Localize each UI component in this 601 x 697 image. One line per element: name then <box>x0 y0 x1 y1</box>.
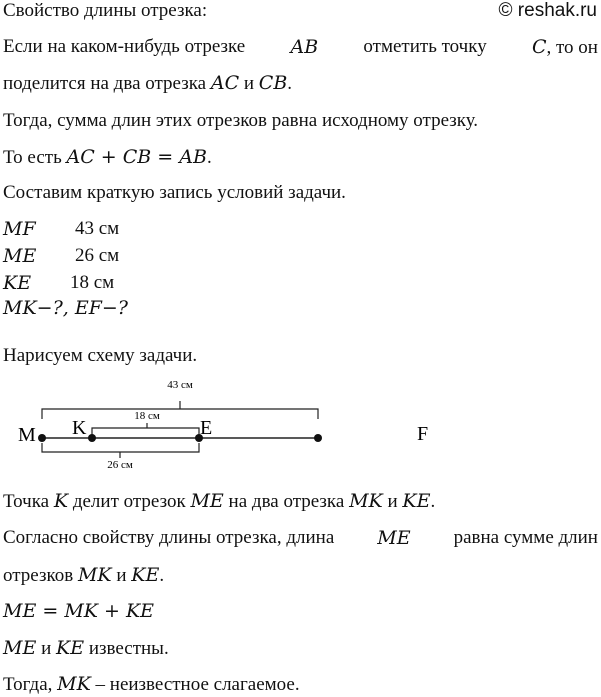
condition-name-mf: MF <box>3 218 36 240</box>
text-line-4: Тогда, сумма длин этих отрезков равна исходному отрезку. <box>3 110 479 131</box>
brace-me <box>42 443 199 458</box>
point-e-label: E <box>200 417 213 439</box>
condition-name-ke: KE <box>3 272 32 294</box>
point-m-label: M <box>18 424 36 446</box>
bottom-line-1: Точка K делит отрезок ME на два отрезка MK и KE. <box>3 490 436 512</box>
condition-value-me: 26 см <box>75 245 120 266</box>
point-k-dot <box>88 434 96 442</box>
point-k-label: K <box>72 417 87 439</box>
condition-unknowns: MK−?, EF−? <box>3 297 128 319</box>
bottom-formula: ME = MK + KE <box>3 600 155 622</box>
scheme-title: Нарисуем схему задачи. <box>3 345 198 366</box>
bottom-line-6: Тогда, MK – неизвестное слагаемое. <box>3 673 300 695</box>
watermark: © reshak.ru <box>498 0 597 21</box>
point-f-dot <box>314 434 322 442</box>
label-ke: 18 см <box>134 410 160 422</box>
condition-value-mf: 43 см <box>75 218 120 239</box>
label-me: 26 см <box>107 459 133 471</box>
bottom-line-2: Согласно свойству длины отрезка, длина ME равна сумме длин <box>3 527 598 549</box>
segment-diagram <box>0 373 601 483</box>
condition-name-me: ME <box>3 245 37 267</box>
brace-ke <box>92 423 199 435</box>
condition-value-ke: 18 см <box>70 272 115 293</box>
text-line-5: То есть AC + CB = AB. <box>3 146 212 168</box>
text-line-6: Составим краткую запись условий задачи. <box>3 182 346 203</box>
text-line-2: Если на каком-нибудь отрезке AB отметить точку C, то он <box>3 36 598 58</box>
bottom-line-3: отрезков MK и KE. <box>3 564 165 586</box>
point-m-dot <box>38 434 46 442</box>
label-mf: 43 см <box>167 379 193 391</box>
text-line-3: поделится на два отрезка AC и CB. <box>3 72 293 94</box>
property-heading: Свойство длины отрезка: <box>3 0 208 21</box>
point-f-label: F <box>417 423 429 445</box>
bottom-line-5: ME и KE известны. <box>3 637 169 659</box>
